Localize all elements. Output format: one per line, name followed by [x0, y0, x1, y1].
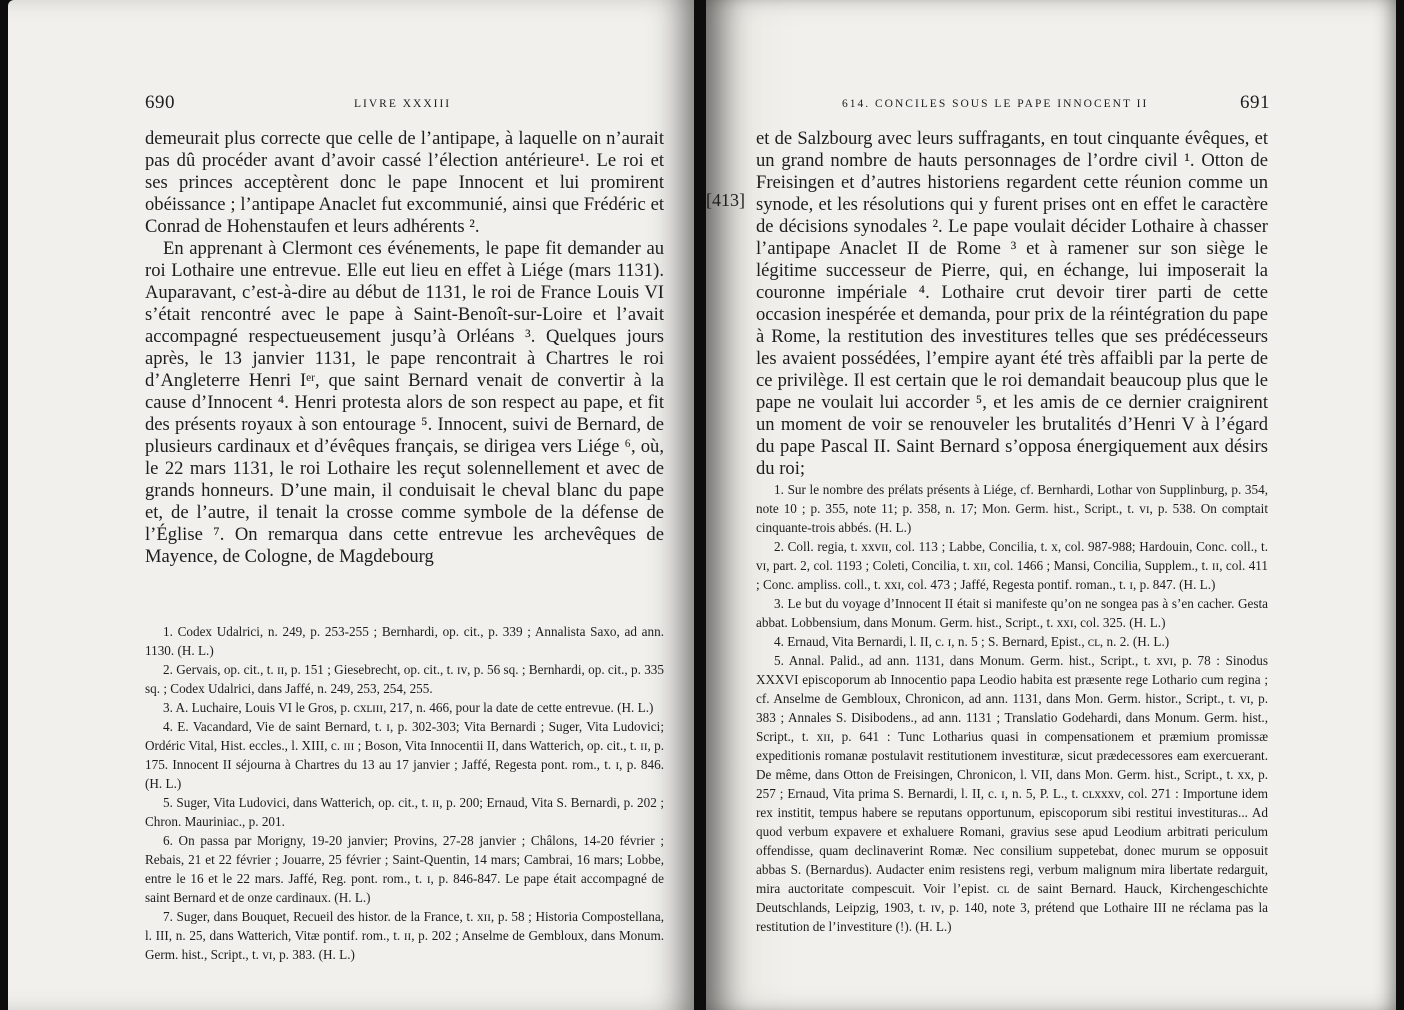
footnote: 1. Sur le nombre des prélats présents à Liége, cf. Bernhardi, Lothar von Supplinburg, p. 354, note 10 ; p. 355, note 11; p. 358, n. 17; Mon. Germ. hist., Script., t. ᴠɪ, p. 538. On comptait cinquante-trois abbés. (H. L.)	[756, 482, 1268, 535]
footnotes	[756, 480, 1268, 936]
page-number: 690	[145, 92, 175, 113]
main-text	[756, 128, 1268, 480]
right-page	[706, 0, 1396, 1010]
paragraph: En apprenant à Clermont ces événements, le pape fit demander au roi Lothaire une entrevue. Elle eut lieu en effet à Liége (mars 1131). Auparavant, c’est-à-dire au début de 1131, le roi de France Louis VI s’était rencontré avec le pape à Saint-Benoît-sur-Loire et l’avait accompagné respectueusement jusqu’à Orléans ³. Quelques jours après, le 13 janvier 1131, le pape rencontrait à Chartres le roi d’Angleterre Henri Iᵉʳ, que saint Bernard venait de convertir à la cause d’Innocent ⁴. Henri protesta alors de son respect au pape, et fit des présents royaux à son entourage ⁵. Innocent, suivi de Bernard, de plusieurs cardinaux et d’évêques français, se dirigea vers Liége ⁶, où, le 22 mars 1131, le roi Lothaire les reçut solennellement et avec de grands honneurs. D’une main, il conduisait le cheval blanc du pape et, de l’autre, il tenait la crosse comme symbole de la défense de l’Église ⁷. On remarqua dans cette entrevue les archevêques de Mayence, de Cologne, de Magdebourg	[145, 238, 664, 567]
footnote: 2. Coll. regia, t. xxᴠɪɪ, col. 113 ; Labbe, Concilia, t. x, col. 987-988; Hardouin, Conc. coll., t. ᴠɪ, part. 2, col. 1193 ; Coleti, Concilia, t. xɪɪ, col. 1466 ; Mansi, Concilia, Supplem., t. ɪɪ, col. 411 ; Conc. ampliss. coll., t. xxɪ, col. 473 ; Jaffé, Regesta pontif. roman., t. ɪ, p. 847. (H. L.)	[756, 539, 1268, 592]
footnote: 5. Suger, Vita Ludovici, dans Watterich, op. cit., t. ɪɪ, p. 200; Ernaud, Vita S. Bernardi, p. 202 ; Chron. Mauriniac., p. 201.	[145, 795, 664, 829]
footnote: 4. E. Vacandard, Vie de saint Bernard, t. ɪ, p. 302-303; Vita Bernardi ; Suger, Vita Ludovici; Ordéric Vital, Hist. eccles., l. XIII, c. ɪɪɪ ; Boson, Vita Innocentii II, dans Watterich, op. cit., t. ɪɪ, p. 175. Innocent II séjourna à Chartres du 13 au 17 janvier ; Jaffé, Regesta pont. rom., t. ɪ, p. 846. (H. L.)	[145, 719, 664, 791]
footnote: 1. Codex Udalrici, n. 249, p. 253-255 ; Bernhardi, op. cit., p. 339 ; Annalista Saxo, ad ann. 1130. (H. L.)	[145, 624, 664, 658]
footnote: 4. Ernaud, Vita Bernardi, l. II, c. ɪ, n. 5 ; S. Bernard, Epist., ᴄʟ, n. 2. (H. L.)	[774, 634, 1170, 649]
running-head: 614. CONCILES SOUS LE PAPE INNOCENT II	[842, 98, 1149, 110]
footnote: 5. Annal. Palid., ad ann. 1131, dans Monum. Germ. hist., Script., t. xᴠɪ, p. 78 : Sinodus XXXVI episcoporum ab Innocentio papa Leodio habita est præsente rege Lothario cum regina ; cf. Anselme de Gembloux, Chronicon, ad ann. 1131, dans Mon. Germ. histor., Script., t. ᴠɪ, p. 383 ; Annales S. Disibodens., ad ann. 1131 ; Translatio Godehardi, dans Monum. Germ. hist., Script., t. xɪɪ, p. 641 : Tunc Lotharius quasi in compensationem et præmium promissæ expeditionis romanæ postulavit restitutionem investituræ, sicut prædecessores eam exercuerant. De même, dans Otton de Freisingen, Chronicon, l. VII, dans Mon. Germ. hist., Script., t. xx, p. 257 ; Ernaud, Vita prima S. Bernardi, l. II, c. ɪ, n. 5, P. L., t. ᴄʟxxxᴠ, col. 271 : Importune idem rex institit, tempus habere se reputans opportunum, episcoporum sibi restitui investituras... Ad quod verbum expavere et exhaluere Romani, gravius sese apud Leodium arbitrati periculum offendisse, quam declinaverint Romæ. Nec consilium suppetebat, donec murum se opposuit abbas S. (Bernardus). Audacter enim resistens regi, verbum malignum mira libertate redarguit, mira auctoritate compescuit. Voir l’epist. ᴄʟ de saint Bernard. Hauck, Kirchengeschichte Deutschlands, Leipzig, 1903, t. ɪᴠ, p. 140, note 3, prétend que Lothaire III ne réclama pas la restitution de l’investiture (!). (H. L.)	[756, 653, 1268, 934]
footnote: 3. Le but du voyage d’Innocent II était si manifeste qu’on ne songea pas à s’en cacher. Gesta abbat. Lobbensium, dans Monum. Germ. hist., Script., t. xxɪ, col. 325. (H. L.)	[756, 596, 1268, 630]
paragraph: et de Salzbourg avec leurs suffragants, en tout cinquante évêques, et un grand nombre de hauts personnages de l’ordre civil ¹. Otton de Freisingen et d’autres historiens regardent cette réunion comme un synode, et les résolutions qui y furent prises ont en effet le caractère de décisions synodales ². Le pape voulait décider Lothaire à chasser l’antipape Anaclet II de Rome ³ et à ramener sur son siège le légitime successeur de Pierre, qui, en échange, lui imposerait la couronne impériale ⁴. Lothaire crut devoir tirer parti de cette occasion inespérée et demanda, pour prix de la réintégration du pape à Rome, la restitution des investitures telles que ses prédécesseurs les avaient possédées, l’empire ayant été très affaibli par la perte de ce privilège. Il est certain que le roi demandait beaucoup plus que le pape ne voulait lui accorder ⁵, et les amis de ce dernier craignirent un moment de voir se renouveler les brutalités d’Henri V à l’égard du pape Pascal II. Saint Bernard s’opposa énergiquement aux désirs du roi;	[756, 128, 1268, 479]
running-head: LIVRE XXXIII	[354, 98, 452, 110]
footnotes	[145, 622, 664, 964]
footnote: 6. On passa par Morigny, 19-20 janvier; Provins, 27-28 janvier ; Châlons, 14-20 février ; Rebais, 21 et 22 février ; Jouarre, 25 février ; Saint-Quentin, 14 mars; Cambrai, 16 mars; Lobbe, entre le 16 et le 22 mars. Jaffé, Reg. pont. rom., t. ɪ, p. 846-847. Le pape était accompagné de saint Bernard et de onze cardinaux. (H. L.)	[145, 833, 664, 905]
left-page	[8, 0, 694, 1010]
footnote: 7. Suger, dans Bouquet, Recueil des histor. de la France, t. xɪɪ, p. 58 ; Historia Compostellana, l. III, n. 25, dans Watterich, Vitæ pontif. rom., t. ɪɪ, p. 202 ; Anselme de Gembloux, dans Monum. Germ. hist., Script., t. ᴠɪ, p. 383. (H. L.)	[145, 909, 664, 962]
footnote: 2. Gervais, op. cit., t. ɪɪ, p. 151 ; Giesebrecht, op. cit., t. ɪᴠ, p. 56 sq. ; Bernhardi, op. cit., p. 335 sq. ; Codex Udalrici, dans Jaffé, n. 249, 253, 254, 255.	[145, 662, 664, 696]
margin-page-reference: [413]	[706, 190, 745, 210]
main-text	[145, 128, 664, 568]
page-number: 691	[1240, 92, 1270, 113]
footnote: 3. A. Luchaire, Louis VI le Gros, p. ᴄxʟɪɪɪ, 217, n. 466, pour la date de cette entrevue. (H. L.)	[163, 700, 654, 715]
paragraph: demeurait plus correcte que celle de l’antipape, à laquelle on n’aurait pas dû procéder avant d’avoir cassé l’élection antérieure¹. Le roi et ses princes acceptèrent donc le pape Innocent et lui promirent obéissance ; l’antipape Anaclet fut excommunié, ainsi que Frédéric et Conrad de Hohenstaufen et leurs adhérents ².	[145, 128, 664, 237]
